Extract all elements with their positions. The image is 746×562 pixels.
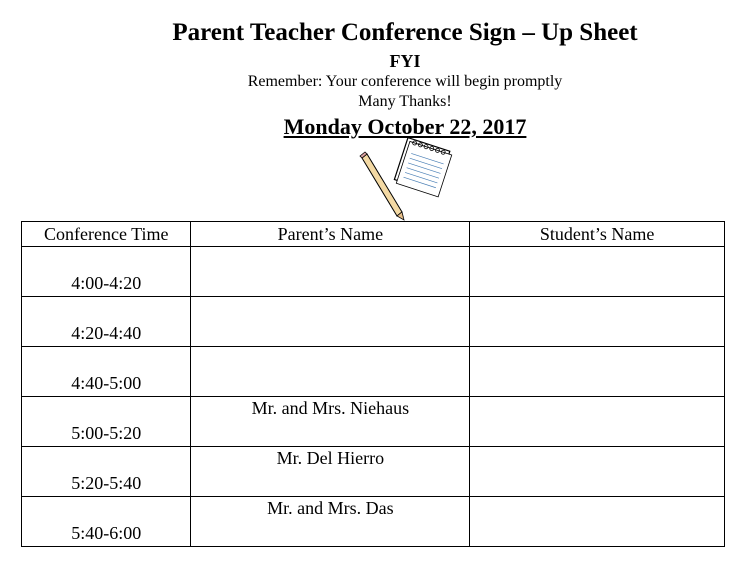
parent-cell[interactable] [191,347,470,397]
thanks-text: Many Thanks! [358,93,452,110]
page-title: Parent Teacher Conference Sign – Up Sheet [172,19,638,46]
time-slot: 4:20-4:40 [71,323,142,343]
table-row [22,247,725,297]
time-cell [22,247,191,297]
parent-cell[interactable] [191,497,470,547]
pencil-icon [360,152,404,220]
parent-cell[interactable] [191,247,470,297]
notepad-icon [393,138,452,197]
time-slot: 5:40-6:00 [71,523,142,543]
student-cell[interactable] [470,447,725,497]
student-cell[interactable] [470,297,725,347]
time-slot: 5:00-5:20 [71,423,142,443]
time-slot: 5:20-5:40 [71,473,142,493]
parent-cell[interactable] [191,297,470,347]
parent-cell[interactable] [191,397,470,447]
student-cell[interactable] [470,397,725,447]
table-row [22,297,725,347]
conference-date: Monday October 22, 2017 [283,114,527,139]
table-header-row [22,222,725,247]
conference-table [21,221,725,547]
student-cell[interactable] [470,497,725,547]
parent-name: Mr. and Mrs. Niehaus [251,398,410,418]
header-conference-time: Conference Time [22,222,191,247]
student-cell[interactable] [470,347,725,397]
fyi-label: FYI [389,51,421,71]
parent-name: Mr. and Mrs. Das [267,498,394,518]
time-cell [22,297,191,347]
table-row [22,397,725,447]
time-slot: 4:40-5:00 [71,373,142,393]
header-parent-name: Parent’s Name [191,222,470,247]
table-row [22,447,725,497]
time-cell [22,347,191,397]
pencil-and-notepad-icon [356,136,456,222]
reminder-text: Remember: Your conference will begin promptly [247,73,563,90]
time-cell [22,447,191,497]
student-cell[interactable] [470,247,725,297]
table-row [22,497,725,547]
sheet-header [0,0,746,222]
time-slot: 4:00-4:20 [71,273,142,293]
time-cell [22,397,191,447]
header-student-name: Student’s Name [470,222,725,247]
parent-cell[interactable] [191,447,470,497]
parent-name: Mr. Del Hierro [276,448,385,468]
time-cell [22,497,191,547]
table-row [22,347,725,397]
